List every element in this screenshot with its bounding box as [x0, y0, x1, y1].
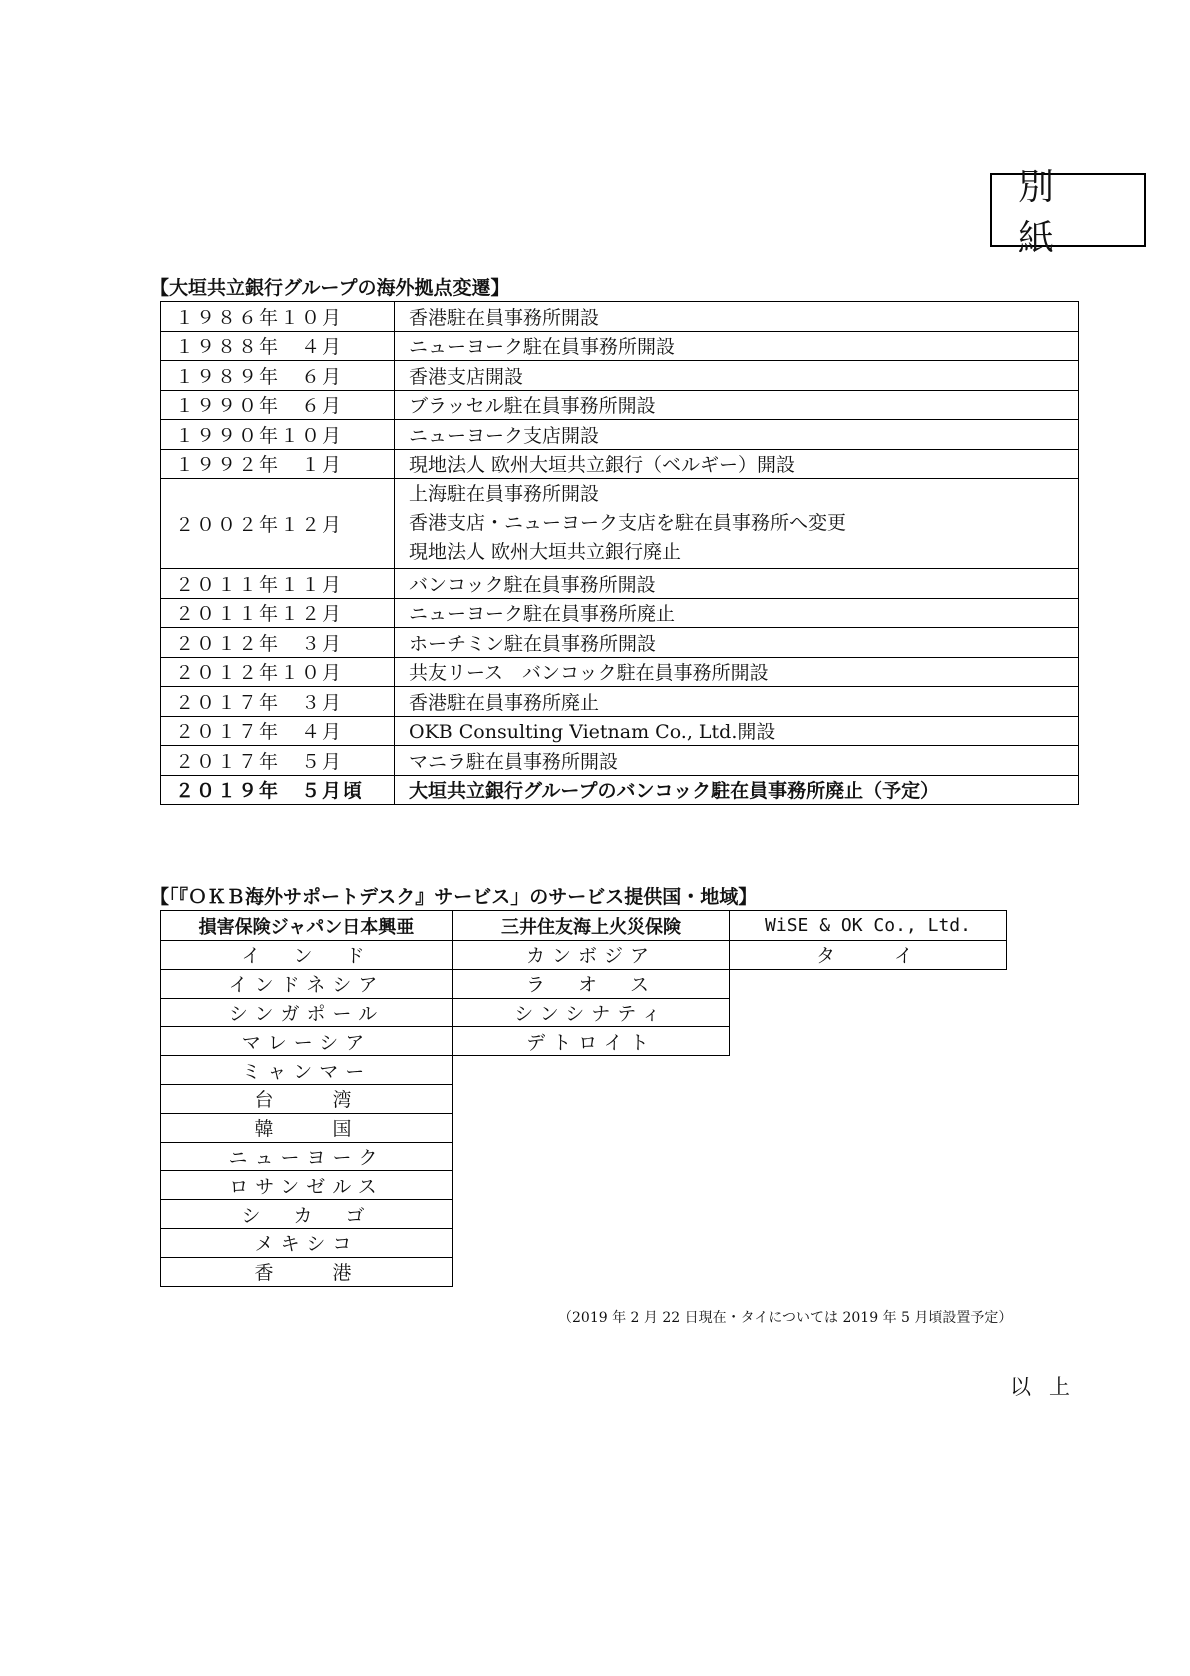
support-column-mitsui — [452, 910, 730, 1056]
support-column-header: 三井住友海上火災保険 — [453, 911, 730, 941]
table-row — [161, 331, 1079, 361]
support-region: シ カ ゴ — [161, 1200, 453, 1229]
support-region: タ イ — [730, 941, 1007, 970]
history-event: 現地法人 欧州大垣共立銀行（ベルギー）開設 — [395, 449, 1079, 479]
table-row — [161, 449, 1079, 479]
history-date: ２０１９年 ５月頃 — [161, 775, 395, 805]
support-region: 韓 国 — [161, 1113, 453, 1142]
history-date: １９９０年１０月 — [161, 420, 395, 450]
support-region: メキシコ — [161, 1228, 453, 1257]
attachment-label-text: 別紙 — [1018, 167, 1085, 259]
history-date: ２０１７年 ５月 — [161, 746, 395, 776]
support-region: マレーシア — [161, 1027, 453, 1056]
support-region: デトロイト — [453, 1027, 730, 1056]
closing-text: 以上 — [1010, 1375, 1088, 1399]
support-column-header: WiSE & OK Co., Ltd. — [730, 911, 1007, 941]
history-event: 上海駐在員事務所開設 — [409, 483, 600, 505]
support-region: シンシナティ — [453, 998, 730, 1027]
support-column-sompo — [160, 910, 453, 1287]
table-row — [161, 390, 1079, 420]
support-region: 台 湾 — [161, 1084, 453, 1113]
history-date: １９９０年 ６月 — [161, 390, 395, 420]
table-row — [161, 302, 1079, 332]
history-date: ２０１７年 ４月 — [161, 716, 395, 746]
table-row — [161, 479, 1079, 569]
support-region: ニューヨーク — [161, 1142, 453, 1171]
table-row — [161, 687, 1079, 717]
history-event: 大垣共立銀行グループのバンコック駐在員事務所廃止（予定） — [395, 775, 1079, 805]
support-region: ラ オ ス — [453, 969, 730, 998]
table-row — [161, 569, 1079, 599]
support-title: 【「『ＯＫＢ海外サポートデスク』サービス」のサービス提供国・地域】 — [150, 886, 758, 908]
history-date: ２０１２年 ３月 — [161, 628, 395, 658]
support-region: イ ン ド — [161, 941, 453, 970]
history-event: ニューヨーク支店開設 — [395, 420, 1079, 450]
support-region: カンボジア — [453, 941, 730, 970]
history-event: 現地法人 欧州大垣共立銀行廃止 — [409, 541, 682, 563]
table-row — [161, 598, 1079, 628]
history-event: 香港駐在員事務所廃止 — [395, 687, 1079, 717]
support-column-wise — [729, 910, 1007, 970]
history-event: マニラ駐在員事務所開設 — [395, 746, 1079, 776]
table-row — [161, 746, 1079, 776]
table-row — [161, 775, 1079, 805]
history-event-multi — [395, 479, 1079, 569]
history-date: １９８６年１０月 — [161, 302, 395, 332]
history-event: ホーチミン駐在員事務所開設 — [395, 628, 1079, 658]
history-event: ブラッセル駐在員事務所開設 — [395, 390, 1079, 420]
table-row — [161, 657, 1079, 687]
support-column-header: 損害保険ジャパン日本興亜 — [161, 911, 453, 941]
history-event: 香港支店・ニューヨーク支店を駐在員事務所へ変更 — [409, 512, 847, 534]
history-date: １９８９年 ６月 — [161, 361, 395, 391]
history-date: １９９２年 １月 — [161, 449, 395, 479]
support-region: ミャンマー — [161, 1056, 453, 1085]
attachment-label — [990, 167, 1146, 259]
history-date: ２０１１年１１月 — [161, 569, 395, 599]
history-date: ２０１１年１２月 — [161, 598, 395, 628]
history-event: 香港支店開設 — [395, 361, 1079, 391]
support-note: （2019 年 2 月 22 日現在・タイについては 2019 年 5 月頃設置予定） — [558, 1310, 1013, 1326]
history-date: ２０１７年 ３月 — [161, 687, 395, 717]
history-event: 共友リース バンコック駐在員事務所開設 — [395, 657, 1079, 687]
history-date: ２００２年１２月 — [161, 479, 395, 569]
history-event: 香港駐在員事務所開設 — [395, 302, 1079, 332]
history-event: バンコック駐在員事務所開設 — [395, 569, 1079, 599]
history-date: １９８８年 ４月 — [161, 331, 395, 361]
history-table — [160, 301, 1079, 805]
table-row — [161, 628, 1079, 658]
support-region: シンガポール — [161, 998, 453, 1027]
history-event: OKB Consulting Vietnam Co., Ltd.開設 — [395, 716, 1079, 746]
history-title: 【大垣共立銀行グループの海外拠点変遷】 — [150, 277, 510, 299]
table-row — [161, 420, 1079, 450]
support-region: 香 港 — [161, 1257, 453, 1286]
history-date: ２０１２年１０月 — [161, 657, 395, 687]
table-row — [161, 361, 1079, 391]
history-event: ニューヨーク駐在員事務所開設 — [395, 331, 1079, 361]
history-event: ニューヨーク駐在員事務所廃止 — [395, 598, 1079, 628]
support-region: ロサンゼルス — [161, 1171, 453, 1200]
support-region: インドネシア — [161, 969, 453, 998]
table-row — [161, 716, 1079, 746]
